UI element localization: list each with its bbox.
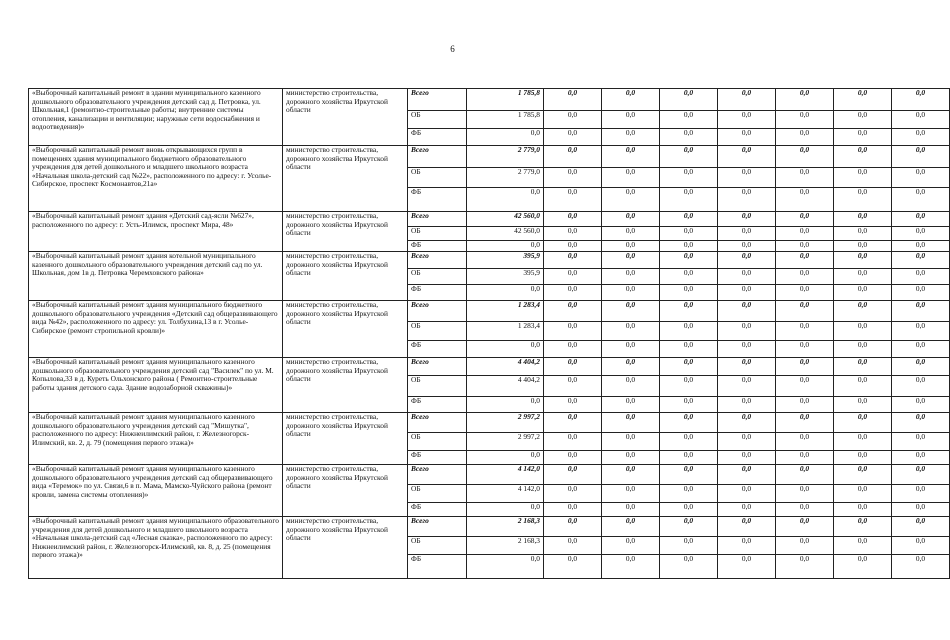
amount-cell: 0,0 [718, 285, 776, 301]
amount-cell: 0,0 [718, 188, 776, 212]
project-executor: министерство строительства, дорожного хозяйства Иркутской области [283, 358, 408, 413]
amount-cell: 0,0 [602, 358, 660, 376]
funding-source: ОБ [408, 111, 467, 129]
amount-cell: 0,0 [718, 376, 776, 397]
amount-cell: 0,0 [660, 413, 718, 433]
funding-source: ОБ [408, 433, 467, 451]
funding-source: ФБ [408, 285, 467, 301]
amount-cell: 0,0 [660, 555, 718, 579]
amount-cell: 0,0 [776, 89, 834, 111]
amount-cell: 0,0 [776, 451, 834, 465]
amount-cell: 0,0 [544, 537, 602, 555]
funding-source: ОБ [408, 322, 467, 341]
amount-cell: 0,0 [776, 269, 834, 285]
table-row [29, 465, 950, 485]
amount-cell: 0,0 [718, 537, 776, 555]
amount-cell: 0,0 [892, 341, 950, 358]
funding-source: ОБ [408, 227, 467, 241]
amount-cell: 0,0 [776, 111, 834, 129]
amount-cell: 0,0 [718, 111, 776, 129]
amount-cell: 0,0 [718, 168, 776, 188]
amount-cell: 0,0 [544, 241, 602, 252]
amount-cell: 0,0 [776, 358, 834, 376]
amount-cell: 0,0 [776, 168, 834, 188]
amount-cell: 0,0 [892, 212, 950, 227]
amount-cell: 0,0 [834, 341, 892, 358]
amount-cell: 0,0 [467, 188, 544, 212]
amount-cell: 0,0 [892, 227, 950, 241]
amount-cell: 0,0 [602, 252, 660, 269]
amount-cell: 0,0 [892, 555, 950, 579]
amount-cell: 0,0 [892, 413, 950, 433]
amount-cell: 0,0 [544, 146, 602, 168]
project-name: «Выборочный капитальный ремонт здания котельной муниципального казенного дошкольного образовательного учреждения детский сад по ул. Школьная, дом 1в д. Петровка Черемховского района» [29, 252, 283, 301]
project-executor: министерство строительства, дорожного хозяйства Иркутской области [283, 517, 408, 579]
project-name: «Выборочный капитальный ремонт в здании муниципального казенного дошкольного образовательного учреждения детский сад д. Петровка, ул. Школьная,1 (ремонтно-строительные работы; внутренние системы отопления, канализации и вентиляции; наружные сети водоснабжения и водоотведения)» [29, 89, 283, 146]
funding-source: Всего [408, 413, 467, 433]
amount-cell: 2 168,3 [467, 517, 544, 537]
amount-cell: 0,0 [602, 212, 660, 227]
amount-cell: 0,0 [660, 537, 718, 555]
amount-cell: 0,0 [467, 397, 544, 413]
amount-cell: 4 404,2 [467, 358, 544, 376]
budget-table [28, 88, 950, 579]
table-row [29, 413, 950, 433]
funding-source: ФБ [408, 341, 467, 358]
amount-cell: 0,0 [467, 241, 544, 252]
table-row [29, 252, 950, 269]
amount-cell: 0,0 [660, 252, 718, 269]
amount-cell: 0,0 [467, 341, 544, 358]
amount-cell: 0,0 [834, 285, 892, 301]
amount-cell: 0,0 [834, 451, 892, 465]
amount-cell: 0,0 [660, 451, 718, 465]
amount-cell: 0,0 [718, 358, 776, 376]
amount-cell: 0,0 [834, 537, 892, 555]
project-name: «Выборочный капитальный ремонт здания муниципального казенного дошкольного образовательного учреждения детский сад общеразвивающего вида «Теремок» по ул. Связи,6 в п. Мама, Мамско-Чуйского района (ремонт кровли, замена системы отопления)» [29, 465, 283, 517]
amount-cell: 395,9 [467, 269, 544, 285]
amount-cell: 0,0 [834, 358, 892, 376]
amount-cell: 2 997,2 [467, 413, 544, 433]
funding-source: ФБ [408, 451, 467, 465]
amount-cell: 0,0 [892, 485, 950, 503]
amount-cell: 0,0 [834, 188, 892, 212]
amount-cell: 0,0 [544, 397, 602, 413]
amount-cell: 0,0 [660, 241, 718, 252]
amount-cell: 0,0 [544, 376, 602, 397]
amount-cell: 0,0 [544, 322, 602, 341]
amount-cell: 0,0 [544, 252, 602, 269]
project-executor: министерство строительства, дорожного хозяйства Иркутской области [283, 252, 408, 301]
amount-cell: 1 283,4 [467, 301, 544, 322]
amount-cell: 0,0 [834, 322, 892, 341]
amount-cell: 0,0 [544, 285, 602, 301]
amount-cell: 0,0 [892, 129, 950, 146]
amount-cell: 0,0 [602, 433, 660, 451]
amount-cell: 0,0 [467, 451, 544, 465]
funding-source: Всего [408, 89, 467, 111]
amount-cell: 42 560,0 [467, 212, 544, 227]
amount-cell: 0,0 [834, 269, 892, 285]
amount-cell: 0,0 [602, 485, 660, 503]
amount-cell: 42 560,0 [467, 227, 544, 241]
amount-cell: 0,0 [892, 241, 950, 252]
amount-cell: 0,0 [544, 503, 602, 517]
amount-cell: 0,0 [660, 517, 718, 537]
amount-cell: 0,0 [602, 89, 660, 111]
amount-cell: 0,0 [834, 212, 892, 227]
amount-cell: 0,0 [834, 503, 892, 517]
amount-cell: 0,0 [602, 227, 660, 241]
funding-source: Всего [408, 212, 467, 227]
project-name: «Выборочный капитальный ремонт здания муниципального казенного дошкольного образовательного учреждения детский сад "Василек" по ул. М. Копылова,33 в д. Куреть Ольхонского района ( Ремонтно-строительные работы здания детского сада. Здание водозаборной скважины)» [29, 358, 283, 413]
project-name: «Выборочный капитальный ремонт здания муниципального бюджетного дошкольного образовательного учреждения «Детский сад общеразвивающего вида №42», расположенного по адресу: ул. Толбухина,13 в г. Усолье-Сибирское (ремонт стропильной кровли)» [29, 301, 283, 358]
amount-cell: 0,0 [776, 465, 834, 485]
amount-cell: 0,0 [834, 433, 892, 451]
funding-source: ОБ [408, 269, 467, 285]
amount-cell: 0,0 [718, 252, 776, 269]
amount-cell: 0,0 [602, 517, 660, 537]
amount-cell: 0,0 [602, 111, 660, 129]
amount-cell: 0,0 [718, 241, 776, 252]
project-name: «Выборочный капитальный ремонт здания муниципального образовательного учреждения для детей дошкольного и младшего школьного возраста «Начальная школа-детский сад «Лесная сказка», расположенного по адресу: Нижнеилимский район, г. Железногорск-Илимский, кв. 8, д. 25 (помещения первого этажа)» [29, 517, 283, 579]
amount-cell: 0,0 [892, 269, 950, 285]
project-name: «Выборочный капитальный ремонт вновь открывающихся групп в помещениях здания муниципального бюджетного образовательного учреждения для детей дошкольного и младшего школьного возраста «Начальная школа-детский сад №22», расположенного по адресу: г. Усолье-Сибирское, проспект Космонавтов,21а» [29, 146, 283, 212]
amount-cell: 0,0 [544, 433, 602, 451]
amount-cell: 0,0 [718, 227, 776, 241]
amount-cell: 4 142,0 [467, 465, 544, 485]
amount-cell: 0,0 [544, 301, 602, 322]
amount-cell: 0,0 [544, 358, 602, 376]
amount-cell: 0,0 [892, 188, 950, 212]
amount-cell: 0,0 [602, 451, 660, 465]
amount-cell: 0,0 [834, 465, 892, 485]
amount-cell: 4 404,2 [467, 376, 544, 397]
amount-cell: 0,0 [776, 537, 834, 555]
amount-cell: 0,0 [834, 89, 892, 111]
amount-cell: 0,0 [602, 188, 660, 212]
project-executor: министерство строительства, дорожного хозяйства Иркутской области [283, 212, 408, 252]
project-executor: министерство строительства, дорожного хозяйства Иркутской области [283, 89, 408, 146]
amount-cell: 0,0 [892, 537, 950, 555]
amount-cell: 0,0 [776, 397, 834, 413]
funding-source: Всего [408, 517, 467, 537]
funding-source: Всего [408, 465, 467, 485]
table-row [29, 517, 950, 537]
amount-cell: 0,0 [718, 465, 776, 485]
amount-cell: 0,0 [718, 212, 776, 227]
project-executor: министерство строительства, дорожного хозяйства Иркутской области [283, 413, 408, 465]
amount-cell: 0,0 [892, 376, 950, 397]
amount-cell: 0,0 [892, 322, 950, 341]
amount-cell: 0,0 [660, 111, 718, 129]
amount-cell: 0,0 [602, 301, 660, 322]
funding-source: ФБ [408, 397, 467, 413]
amount-cell: 0,0 [718, 517, 776, 537]
amount-cell: 2 779,0 [467, 168, 544, 188]
amount-cell: 0,0 [834, 168, 892, 188]
table-row [29, 146, 950, 168]
amount-cell: 0,0 [718, 555, 776, 579]
amount-cell: 0,0 [834, 301, 892, 322]
amount-cell: 0,0 [718, 89, 776, 111]
amount-cell: 0,0 [718, 341, 776, 358]
amount-cell: 0,0 [892, 301, 950, 322]
funding-source: ОБ [408, 376, 467, 397]
amount-cell: 0,0 [660, 358, 718, 376]
amount-cell: 0,0 [776, 485, 834, 503]
amount-cell: 0,0 [544, 212, 602, 227]
amount-cell: 0,0 [660, 503, 718, 517]
amount-cell: 0,0 [892, 146, 950, 168]
amount-cell: 0,0 [602, 397, 660, 413]
table-row [29, 89, 950, 111]
amount-cell: 0,0 [718, 269, 776, 285]
amount-cell: 0,0 [776, 517, 834, 537]
amount-cell: 2 997,2 [467, 433, 544, 451]
table-row [29, 301, 950, 322]
funding-source: Всего [408, 301, 467, 322]
amount-cell: 0,0 [544, 465, 602, 485]
amount-cell: 0,0 [776, 322, 834, 341]
amount-cell: 0,0 [776, 376, 834, 397]
amount-cell: 0,0 [834, 517, 892, 537]
amount-cell: 0,0 [718, 322, 776, 341]
amount-cell: 0,0 [834, 413, 892, 433]
funding-source: ФБ [408, 188, 467, 212]
page-number: 6 [450, 44, 455, 54]
amount-cell: 0,0 [776, 433, 834, 451]
amount-cell: 0,0 [776, 413, 834, 433]
amount-cell: 0,0 [660, 168, 718, 188]
amount-cell: 0,0 [834, 241, 892, 252]
project-executor: министерство строительства, дорожного хозяйства Иркутской области [283, 301, 408, 358]
amount-cell: 0,0 [544, 269, 602, 285]
amount-cell: 1 785,8 [467, 89, 544, 111]
amount-cell: 0,0 [602, 285, 660, 301]
amount-cell: 0,0 [660, 341, 718, 358]
amount-cell: 0,0 [892, 89, 950, 111]
project-executor: министерство строительства, дорожного хозяйства Иркутской области [283, 465, 408, 517]
amount-cell: 0,0 [776, 252, 834, 269]
amount-cell: 0,0 [660, 212, 718, 227]
amount-cell: 0,0 [544, 168, 602, 188]
amount-cell: 0,0 [467, 503, 544, 517]
amount-cell: 0,0 [660, 269, 718, 285]
amount-cell: 0,0 [834, 227, 892, 241]
amount-cell: 0,0 [544, 111, 602, 129]
amount-cell: 0,0 [660, 227, 718, 241]
amount-cell: 0,0 [660, 485, 718, 503]
amount-cell: 0,0 [834, 397, 892, 413]
amount-cell: 0,0 [718, 503, 776, 517]
amount-cell: 0,0 [892, 252, 950, 269]
amount-cell: 0,0 [660, 188, 718, 212]
amount-cell: 0,0 [602, 269, 660, 285]
amount-cell: 0,0 [660, 89, 718, 111]
amount-cell: 0,0 [602, 322, 660, 341]
amount-cell: 0,0 [544, 188, 602, 212]
amount-cell: 0,0 [718, 129, 776, 146]
table-row [29, 212, 950, 227]
amount-cell: 1 785,8 [467, 111, 544, 129]
amount-cell: 0,0 [834, 146, 892, 168]
amount-cell: 0,0 [892, 111, 950, 129]
amount-cell: 0,0 [602, 129, 660, 146]
amount-cell: 0,0 [602, 555, 660, 579]
amount-cell: 0,0 [892, 465, 950, 485]
amount-cell: 0,0 [776, 241, 834, 252]
amount-cell: 0,0 [718, 485, 776, 503]
funding-source: ОБ [408, 485, 467, 503]
amount-cell: 0,0 [718, 397, 776, 413]
amount-cell: 4 142,0 [467, 485, 544, 503]
amount-cell: 0,0 [467, 285, 544, 301]
funding-source: ФБ [408, 555, 467, 579]
amount-cell: 0,0 [834, 555, 892, 579]
amount-cell: 0,0 [602, 465, 660, 485]
amount-cell: 0,0 [544, 89, 602, 111]
project-name: «Выборочный капитальный ремонт здания муниципального казенного дошкольного образовательного учреждения детский сад "Мишутка", расположенного по адресу: Нижнеилимский район, г. Железногорск-Илимский, кв. 2, д. 79 (помещения первого этажа)» [29, 413, 283, 465]
funding-source: ФБ [408, 241, 467, 252]
amount-cell: 0,0 [718, 413, 776, 433]
amount-cell: 0,0 [892, 503, 950, 517]
amount-cell: 0,0 [892, 397, 950, 413]
amount-cell: 0,0 [776, 227, 834, 241]
amount-cell: 0,0 [834, 376, 892, 397]
funding-source: Всего [408, 358, 467, 376]
amount-cell: 0,0 [718, 146, 776, 168]
amount-cell: 0,0 [602, 241, 660, 252]
amount-cell: 0,0 [660, 465, 718, 485]
amount-cell: 395,9 [467, 252, 544, 269]
amount-cell: 0,0 [544, 555, 602, 579]
amount-cell: 0,0 [660, 322, 718, 341]
funding-source: ОБ [408, 168, 467, 188]
amount-cell: 0,0 [776, 285, 834, 301]
amount-cell: 0,0 [776, 341, 834, 358]
amount-cell: 0,0 [776, 146, 834, 168]
amount-cell: 0,0 [544, 341, 602, 358]
amount-cell: 0,0 [776, 503, 834, 517]
amount-cell: 0,0 [718, 301, 776, 322]
amount-cell: 0,0 [776, 555, 834, 579]
amount-cell: 2 779,0 [467, 146, 544, 168]
amount-cell: 0,0 [892, 168, 950, 188]
amount-cell: 0,0 [776, 212, 834, 227]
funding-source: Всего [408, 252, 467, 269]
amount-cell: 0,0 [834, 111, 892, 129]
funding-source: ОБ [408, 537, 467, 555]
project-executor: министерство строительства, дорожного хозяйства Иркутской области [283, 146, 408, 212]
amount-cell: 0,0 [602, 503, 660, 517]
amount-cell: 0,0 [602, 168, 660, 188]
project-name: «Выборочный капитальный ремонт здания «Детский сад-ясли №627», расположенного по адресу: г. Усть-Илимск, проспект Мира, 48» [29, 212, 283, 252]
amount-cell: 1 283,4 [467, 322, 544, 341]
amount-cell: 0,0 [467, 555, 544, 579]
amount-cell: 0,0 [834, 485, 892, 503]
amount-cell: 0,0 [544, 413, 602, 433]
amount-cell: 0,0 [892, 517, 950, 537]
amount-cell: 0,0 [544, 485, 602, 503]
amount-cell: 0,0 [660, 376, 718, 397]
amount-cell: 0,0 [834, 129, 892, 146]
amount-cell: 0,0 [776, 301, 834, 322]
funding-source: Всего [408, 146, 467, 168]
amount-cell: 0,0 [602, 376, 660, 397]
amount-cell: 0,0 [892, 451, 950, 465]
amount-cell: 0,0 [660, 301, 718, 322]
amount-cell: 2 168,3 [467, 537, 544, 555]
amount-cell: 0,0 [602, 341, 660, 358]
funding-source: ФБ [408, 503, 467, 517]
amount-cell: 0,0 [602, 537, 660, 555]
amount-cell: 0,0 [602, 413, 660, 433]
budget-table-body [29, 89, 950, 579]
amount-cell: 0,0 [718, 433, 776, 451]
amount-cell: 0,0 [544, 517, 602, 537]
amount-cell: 0,0 [660, 433, 718, 451]
amount-cell: 0,0 [660, 397, 718, 413]
amount-cell: 0,0 [892, 358, 950, 376]
amount-cell: 0,0 [834, 252, 892, 269]
amount-cell: 0,0 [892, 433, 950, 451]
amount-cell: 0,0 [718, 451, 776, 465]
table-row [29, 358, 950, 376]
amount-cell: 0,0 [660, 146, 718, 168]
funding-source: ФБ [408, 129, 467, 146]
amount-cell: 0,0 [776, 188, 834, 212]
amount-cell: 0,0 [602, 146, 660, 168]
amount-cell: 0,0 [892, 285, 950, 301]
amount-cell: 0,0 [544, 129, 602, 146]
amount-cell: 0,0 [544, 451, 602, 465]
amount-cell: 0,0 [776, 129, 834, 146]
amount-cell: 0,0 [660, 129, 718, 146]
amount-cell: 0,0 [467, 129, 544, 146]
amount-cell: 0,0 [660, 285, 718, 301]
amount-cell: 0,0 [544, 227, 602, 241]
